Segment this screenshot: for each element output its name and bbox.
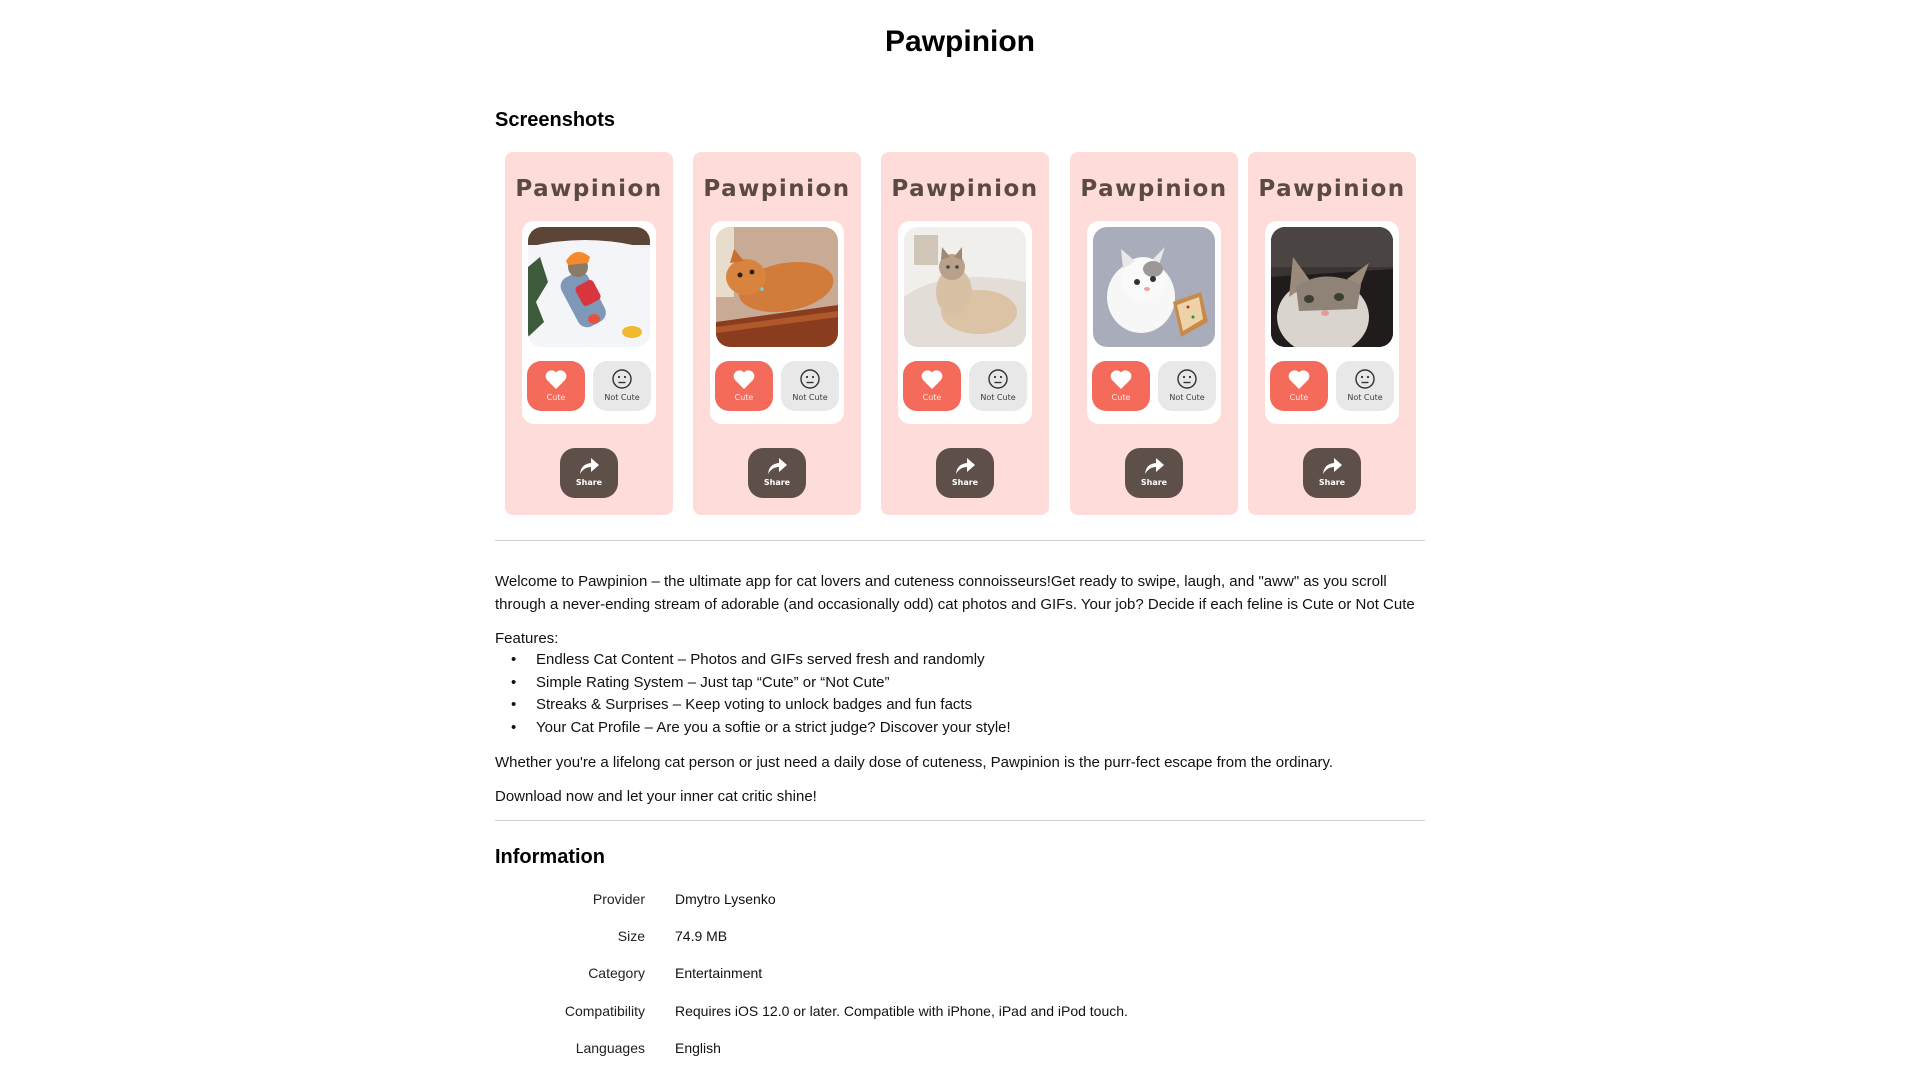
cute-label: Cute	[1289, 393, 1309, 402]
info-row-provider	[495, 888, 1425, 925]
screenshot-app-title: Pawpinion	[515, 176, 663, 202]
screenshot-photo-panel	[1265, 221, 1399, 424]
share-button[interactable]	[1125, 448, 1183, 498]
screenshot-photo-panel	[1087, 221, 1221, 424]
not-cute-label: Not Cute	[792, 393, 828, 402]
neutral-face-icon	[1353, 368, 1377, 390]
neutral-face-icon	[1175, 368, 1199, 390]
description-whether: Whether you're a lifelong cat person or just need a daily dose of cuteness, Pawpinion is the purr-fect escape from the ordinary.	[495, 754, 1334, 771]
not-cute-button[interactable]	[969, 361, 1027, 411]
share-button[interactable]	[748, 448, 806, 498]
cute-button[interactable]	[1270, 361, 1328, 411]
feature-text: Simple Rating System – Just tap “Cute” or “Not Cute”	[536, 673, 890, 691]
heart-icon	[732, 368, 756, 390]
screenshot-photo-panel	[522, 221, 656, 424]
neutral-face-icon	[610, 368, 634, 390]
screenshot-app-title: Pawpinion	[1258, 176, 1406, 202]
screenshot-gallery	[495, 152, 1425, 515]
info-label: Category	[588, 965, 645, 982]
info-value: Requires iOS 12.0 or later. Compatible with iPhone, iPad and iPod touch.	[675, 1002, 1128, 1019]
info-value: Entertainment	[675, 965, 763, 982]
cute-label: Cute	[922, 393, 942, 402]
info-row-size	[495, 925, 1425, 962]
share-arrow-icon	[954, 457, 976, 475]
share-arrow-icon	[766, 457, 788, 475]
info-row-languages	[495, 1037, 1425, 1074]
not-cute-button[interactable]	[593, 361, 651, 411]
share-label: Share	[1318, 478, 1346, 487]
screenshot-card[interactable]	[693, 152, 861, 515]
share-label: Share	[575, 478, 603, 487]
heart-icon	[1109, 368, 1133, 390]
cat-photo	[1093, 227, 1215, 347]
info-value: Dmytro Lysenko	[675, 891, 776, 907]
info-row-compatibility	[495, 1000, 1425, 1037]
cute-button[interactable]	[1092, 361, 1150, 411]
not-cute-label: Not Cute	[1169, 393, 1205, 402]
not-cute-button[interactable]	[1158, 361, 1216, 411]
not-cute-label: Not Cute	[1347, 393, 1383, 402]
share-button[interactable]	[936, 448, 994, 498]
screenshots-heading: Screenshots	[495, 109, 616, 131]
list-item	[495, 694, 1425, 717]
bullet: •	[511, 651, 517, 668]
info-label: Compatibility	[564, 1002, 645, 1019]
screenshot-app-title: Pawpinion	[703, 176, 851, 202]
list-item	[495, 717, 1425, 740]
divider	[495, 540, 1425, 541]
bullet: •	[511, 718, 517, 736]
cat-photo	[1271, 227, 1393, 347]
info-label: Size	[617, 928, 645, 945]
features-label: Features:	[495, 630, 559, 647]
bullet: •	[511, 696, 517, 713]
information-heading: Information	[495, 846, 605, 868]
share-button[interactable]	[560, 448, 618, 498]
heart-icon	[1287, 368, 1311, 390]
list-item	[495, 672, 1425, 695]
description-intro: Welcome to Pawpinion – the ultimate app for cat lovers and cuteness connoisseurs!Get ready to swipe, laugh, and "aww" as you scroll through a never-ending stream of adorable (and occasionally odd) cat photos and GIFs. Your job? Decide if each feline is Cute or Not Cute	[495, 573, 1415, 613]
description-download: Download now and let your inner cat critic shine!	[495, 788, 817, 805]
screenshot-card[interactable]	[505, 152, 673, 515]
share-arrow-icon	[1321, 457, 1343, 475]
screenshot-card[interactable]	[1070, 152, 1238, 515]
share-arrow-icon	[1143, 457, 1165, 475]
cute-button[interactable]	[715, 361, 773, 411]
cute-button[interactable]	[527, 361, 585, 411]
info-value: English	[675, 1039, 721, 1056]
share-label: Share	[951, 478, 979, 487]
share-label: Share	[1140, 478, 1168, 487]
info-value: 74.9 MB	[675, 928, 728, 945]
share-button[interactable]	[1303, 448, 1361, 498]
not-cute-button[interactable]	[781, 361, 839, 411]
screenshot-photo-panel	[898, 221, 1032, 424]
heart-icon	[920, 368, 944, 390]
information-table	[495, 888, 1425, 1074]
info-label: Languages	[575, 1039, 645, 1056]
screenshot-card[interactable]	[881, 152, 1049, 515]
cat-photo	[716, 227, 838, 347]
list-item	[495, 649, 1425, 672]
info-label: Provider	[592, 891, 645, 907]
neutral-face-icon	[986, 368, 1010, 390]
info-row-category	[495, 962, 1425, 999]
not-cute-label: Not Cute	[980, 393, 1016, 402]
feature-text: Your Cat Profile – Are you a softie or a strict judge? Discover your style!	[536, 718, 1011, 736]
feature-text: Endless Cat Content – Photos and GIFs served fresh and randomly	[536, 651, 985, 668]
heart-icon	[544, 368, 568, 390]
cat-photo	[528, 227, 650, 347]
screenshot-card[interactable]	[1248, 152, 1416, 515]
page-title: Pawpinion	[885, 25, 1035, 58]
divider	[495, 820, 1425, 821]
not-cute-label: Not Cute	[604, 393, 640, 402]
bullet: •	[511, 673, 517, 691]
screenshot-app-title: Pawpinion	[891, 176, 1039, 202]
screenshot-app-title: Pawpinion	[1080, 176, 1228, 202]
cute-label: Cute	[734, 393, 754, 402]
screenshot-photo-panel	[710, 221, 844, 424]
cat-photo	[904, 227, 1026, 347]
feature-text: Streaks & Surprises – Keep voting to unlock badges and fun facts	[536, 696, 973, 713]
share-label: Share	[763, 478, 791, 487]
not-cute-button[interactable]	[1336, 361, 1394, 411]
feature-list	[495, 649, 1425, 739]
cute-button[interactable]	[903, 361, 961, 411]
neutral-face-icon	[798, 368, 822, 390]
cute-label: Cute	[546, 393, 566, 402]
cute-label: Cute	[1111, 393, 1131, 402]
share-arrow-icon	[578, 457, 600, 475]
